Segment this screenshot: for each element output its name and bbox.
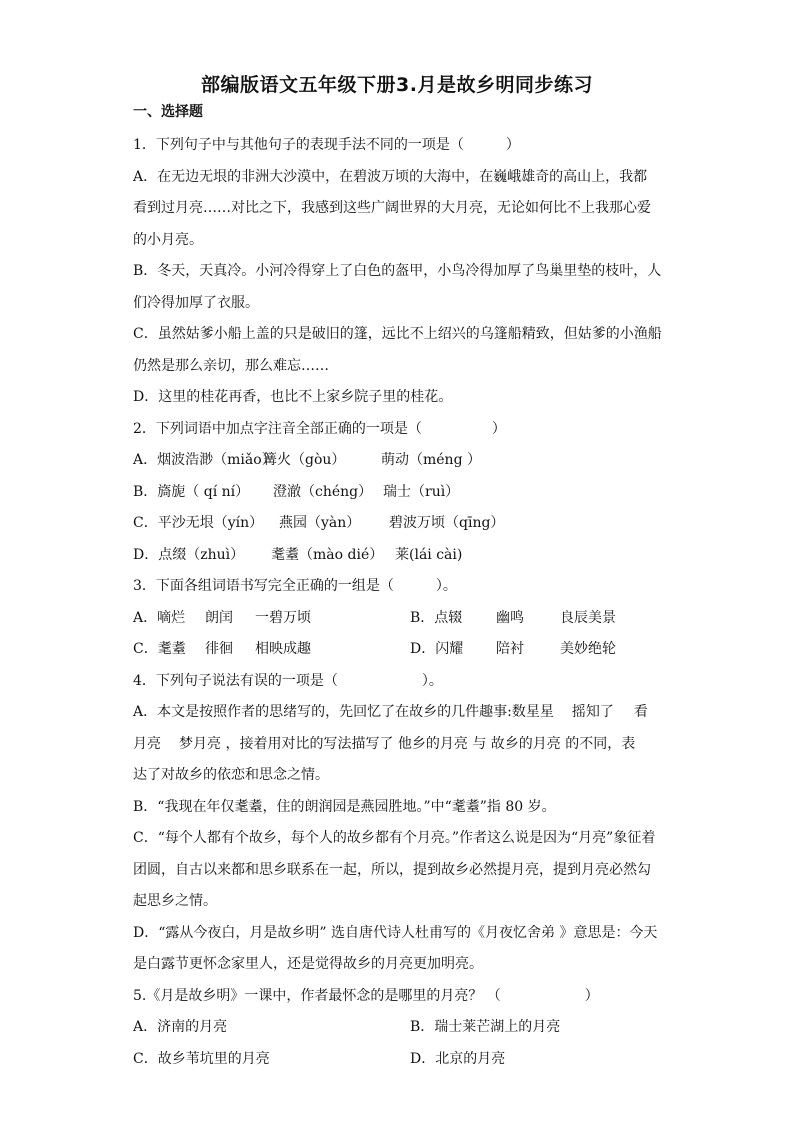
q5-row-cd: [133, 1044, 663, 1076]
q3-option-b: [410, 603, 616, 635]
q5-option-d: D．北京的月亮: [410, 1050, 506, 1067]
q1-option-c: C．虽然姑爹小船上盖的只是破旧的篷，远比不上绍兴的乌篷船精致，但姑爹的小渔船: [133, 326, 662, 342]
q3-c-word2: 徘徊: [205, 641, 233, 657]
q4-option-c: C．“每个人都有个故乡，每个人的故乡都有个月亮。”作者这么说是因为“月亮”象征着: [133, 830, 656, 846]
q1-option-d: D．这里的桂花再香，也比不上家乡院子里的桂花。: [133, 389, 453, 405]
q2-b-word2: 澄澈（chéng）: [273, 483, 373, 500]
q2-option-b: [133, 477, 663, 509]
q3-b-word3: 良辰美景: [560, 609, 616, 626]
q3-a-word1: A．嘀烂: [133, 609, 186, 626]
q3-option-d: [410, 634, 616, 666]
q4-option-a-cont: [133, 729, 663, 761]
q1-option-a-cont: 的小月亮。: [133, 231, 203, 248]
q4-a-part4: 月亮: [133, 735, 161, 752]
q3-c-word3: 相映成趣: [255, 641, 311, 657]
q2-c-word1: C．平沙无垠（yín）: [133, 515, 264, 531]
q2-b-word1: B．旖旎（ qí ní）: [133, 483, 250, 500]
q3-stem: 3．下面各组词语书写完全正确的一组是（ ）。: [133, 578, 457, 594]
q2-a-word1: A．烟波浩渺（miǎo）: [133, 452, 276, 468]
q3-row-cd: [133, 634, 663, 666]
content: [133, 101, 663, 1075]
q2-b-word3: 瑞士（ruì）: [383, 483, 460, 500]
page-title: 部编版语文五年级下册3.月是故乡明同步练习: [201, 74, 593, 96]
q2-c-word2: 燕园（yàn）: [279, 515, 361, 531]
q3-d-word2: 陪衬: [496, 641, 524, 657]
q2-a-word3: 萌动（méng ）: [381, 452, 481, 468]
q3-c-word1: C．耄耋: [133, 641, 186, 657]
q4-option-a: [133, 697, 663, 729]
q2-d-word2: 耄耋（mào dié）: [271, 546, 384, 563]
q1-option-c-cont: 仍然是那么亲切，那么难忘……: [133, 357, 329, 374]
q3-a-word3: 一碧万顷: [255, 609, 311, 626]
q1-option-b: B．冬天，天真冷。小河冷得穿上了白色的盔甲，小鸟冷得加厚了鸟巢里垫的枝叶，人: [133, 263, 662, 279]
q3-d-word1: D．闪耀: [410, 641, 464, 657]
q5-option-a: A．济南的月亮: [133, 1019, 228, 1035]
q4-option-d-cont: 是白露节更怀念家里人，还是觉得故乡的月亮更加明亮。: [133, 956, 483, 972]
q2-option-a: [133, 445, 663, 477]
q4-option-d: D．“露从今夜白，月是故乡明” 选自唐代诗人杜甫写的《月夜忆舍弟 》意思是：今天: [133, 924, 658, 941]
q3-d-word3: 美妙绝轮: [560, 641, 616, 657]
q3-option-a: [133, 603, 311, 635]
q5-stem: 5.《月是故乡明》一课中，作者最怀念的是哪里的月亮？ （ ）: [133, 987, 599, 1004]
q3-row-ab: [133, 603, 663, 635]
q1-option-a: A．在无边无垠的非洲大沙漠中，在碧波万顷的大海中，在巍峨雄奇的高山上，我都: [133, 168, 648, 185]
q2-c-word3: 碧波万顷（qīng）: [389, 515, 505, 531]
q1-option-a-cont: 看到过月亮……对比之下，我感到这些广阔世界的大月亮，无论如何比不上我那心爱: [133, 200, 651, 216]
q5-row-ab: [133, 1012, 663, 1044]
q4-option-a-cont: 达了对故乡的依恋和思念之情。: [133, 767, 329, 783]
q5-option-c: C．故乡苇坑里的月亮: [133, 1050, 270, 1067]
q2-d-word1: D．点缀（zhuì）: [133, 546, 245, 563]
q2-option-c: [133, 508, 663, 540]
q2-d-word3: 莱(lái cài): [395, 546, 463, 563]
q4-a-part5: 梦月亮 ，接着用对比的写法描写了 他乡的月亮 与 故乡的月亮 的不同，表: [179, 735, 636, 752]
q1-stem: 1．下列句子中与其他句子的表现手法不同的一项是（ ）: [133, 137, 520, 153]
q2-a-word2: 篝火（gòu）: [263, 452, 346, 468]
q5-option-b: B．瑞士莱芒湖上的月亮: [410, 1019, 561, 1035]
q2-stem: 2．下列词语中加点字注音全部正确的一项是（ ）: [133, 420, 506, 437]
q3-a-word2: 朗闰: [205, 609, 233, 626]
q4-a-part2: 摇知了: [571, 704, 614, 720]
q1-option-b-cont: 们冷得加厚了衣服。: [133, 294, 259, 311]
q4-option-b: B．“我现在年仅耄耋，住的朗润园是燕园胜地。”中“耄耋”指 80 岁。: [133, 798, 556, 815]
q4-option-c-cont: 团圆，自古以来都和思乡联系在一起，所以，提到故乡必然提月亮，提到月亮必然勾: [133, 861, 651, 878]
q3-b-word1: B．点辍: [410, 609, 463, 626]
section-heading: 一、选择题: [133, 104, 203, 120]
q4-a-part3: 看: [633, 704, 648, 720]
q3-b-word2: 幽鸣: [496, 609, 524, 626]
q4-stem: 4．下列句子说法有误的一项是（ ）。: [133, 672, 443, 689]
q4-a-part1: A．本文是按照作者的思绪写的，先回忆了在故乡的几件趣事:数星星: [133, 704, 554, 720]
q3-option-c: [133, 634, 311, 666]
q4-option-c-cont: 起思乡之情。: [133, 893, 217, 909]
q2-option-d: [133, 540, 663, 572]
